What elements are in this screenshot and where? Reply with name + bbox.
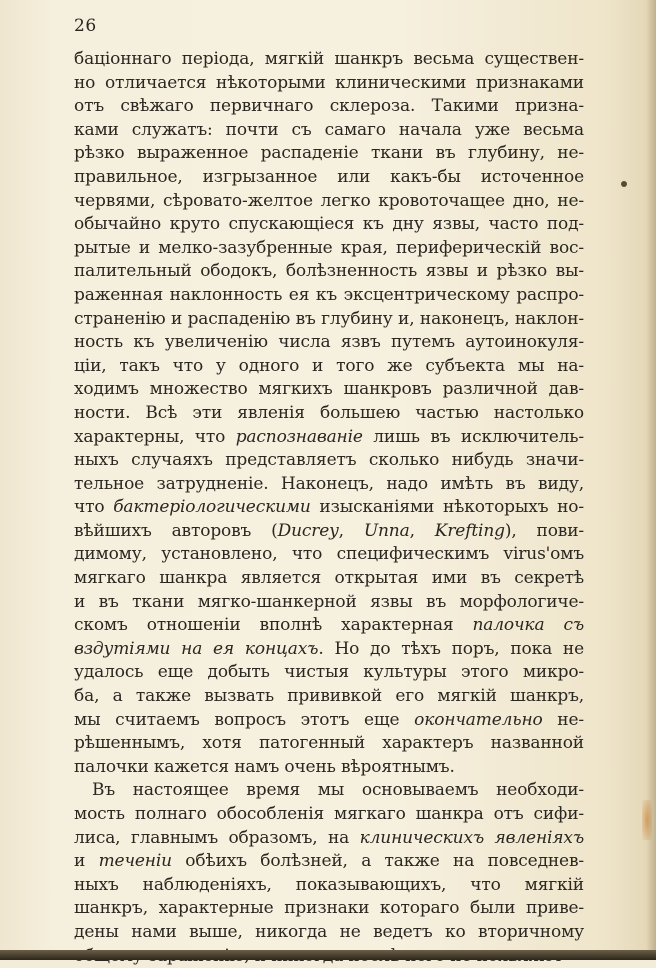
text-segment: но отличается нѣкоторыми клиническими признаками <box>74 72 584 93</box>
text-line <box>74 190 584 214</box>
text-segment: лишь въ исключитель- <box>362 426 584 447</box>
text-line <box>74 921 584 945</box>
text-line <box>74 426 584 450</box>
text-segment: тельное затрудненiе. Наконецъ, надо имѣть въ виду, <box>74 473 584 494</box>
text-line <box>74 473 584 497</box>
text-segment: димому, установлено, что специфическимъ virus'омъ <box>74 544 584 565</box>
text-segment: удалось еще добыть чистыя культуры этого микро- <box>74 662 584 683</box>
text-line <box>74 331 584 355</box>
text-segment: отъ свѣжаго первичнаго склероза. Такими призна- <box>74 96 584 117</box>
text-segment: мягкаго шанкра является открытая ими въ секретѣ <box>74 568 584 589</box>
text-segment: ныхъ наблюденiяхъ, показывающихъ, что мягкiй <box>74 874 584 895</box>
text-segment: страненiю и распаденiю въ глубину и, наконецъ, наклон- <box>74 308 584 329</box>
italic-phrase: Unna <box>363 520 410 541</box>
text-segment: цiи, такъ что у одного и того же субъекта мы на- <box>74 355 584 376</box>
text-line <box>74 237 584 261</box>
text-segment: ), пови- <box>504 520 585 541</box>
text-line <box>74 779 584 803</box>
text-segment: палочки кажется намъ очень вѣроятнымъ. <box>74 756 455 777</box>
text-line <box>74 567 584 591</box>
text-line <box>74 260 584 284</box>
text-segment: ками служатъ: почти съ самаго начала уже весьма <box>74 119 584 140</box>
text-segment: ности. Всѣ эти явленiя большею частью настолько <box>74 402 584 423</box>
text-segment: изысканiями нѣкоторыхъ но- <box>310 497 584 518</box>
text-line <box>74 355 584 379</box>
text-segment: палительный ободокъ, болѣзненность язвы и рѣзко вы- <box>74 261 584 282</box>
text-line <box>74 119 584 143</box>
text-segment: скомъ отношенiи вполнѣ характерная <box>74 615 473 636</box>
text-segment: характерны, что <box>74 426 236 447</box>
text-segment: рытые и мелко-зазубренные края, периферическiй вос- <box>74 237 584 258</box>
text-segment: ность къ увеличенiю числа язвъ путемъ аутоинокуля- <box>74 332 584 353</box>
italic-phrase: бактерiологическими <box>113 497 311 518</box>
text-segment: , <box>409 520 435 541</box>
text-segment: . Но до тѣхъ поръ, пока не <box>318 638 584 659</box>
text-line <box>74 591 584 615</box>
text-line <box>74 520 584 544</box>
text-segment: ныхъ случаяхъ представляетъ сколько нибудь значи- <box>74 450 584 471</box>
italic-phrase: Ducrey <box>277 520 339 541</box>
text-segment: лиса, главнымъ образомъ, на <box>74 827 360 848</box>
text-segment: не- <box>542 709 584 730</box>
text-segment: Въ настоящее время мы основываемъ необходи- <box>92 780 584 801</box>
text-line <box>74 496 584 520</box>
text-line <box>74 756 584 780</box>
text-segment: мость полнаго обособленiя мягкаго шанкра отъ сифи- <box>74 804 584 824</box>
text-line <box>74 709 584 733</box>
text-line <box>74 638 584 662</box>
text-line <box>74 803 584 827</box>
text-segment: обѣихъ болѣзней, а также на повседнев- <box>171 851 584 872</box>
text-line <box>74 284 584 308</box>
text-line <box>74 874 584 898</box>
text-line <box>74 614 584 638</box>
text-line <box>74 543 584 567</box>
text-line <box>74 308 584 332</box>
text-line <box>74 95 584 119</box>
text-line <box>74 897 584 921</box>
italic-phrase: Krefting <box>434 520 505 541</box>
text-line <box>74 449 584 473</box>
text-segment: дены нами выше, никогда не ведетъ ко вторичному <box>74 921 584 942</box>
text-segment: правильное, изгрызанное или какъ-бы источенное <box>74 166 584 187</box>
text-line <box>74 48 584 72</box>
text-line <box>74 402 584 426</box>
text-segment: рѣзко выраженное распаденiе ткани въ глубину, не- <box>74 143 584 164</box>
italic-phrase: вздутiями на ея концахъ <box>74 638 319 659</box>
italic-phrase: окончательно <box>414 709 543 730</box>
text-segment: мы считаемъ вопросъ этотъ еще <box>74 709 415 730</box>
text-line <box>74 142 584 166</box>
text-segment: и <box>74 851 99 872</box>
text-line <box>74 72 584 96</box>
body-text <box>74 48 584 968</box>
text-segment: рѣшеннымъ, хотя патогенный характеръ названной <box>74 733 584 754</box>
text-segment: раженная наклонность ея къ эксцентрическому распро- <box>74 284 584 305</box>
text-segment: ходимъ множество мягкихъ шанкровъ различной дав- <box>74 379 584 400</box>
text-line <box>74 827 584 851</box>
text-line <box>74 166 584 190</box>
text-line <box>74 850 584 874</box>
text-line <box>74 685 584 709</box>
italic-phrase: распознаванiе <box>235 426 363 447</box>
text-line <box>74 213 584 237</box>
text-line <box>74 732 584 756</box>
text-segment: и въ ткани мягко-шанкерной язвы въ морфологиче- <box>74 591 584 612</box>
text-segment: червями, сѣровато-желтое легко кровоточащее дно, не- <box>74 190 584 211</box>
italic-phrase: палочка съ <box>472 615 585 636</box>
italic-phrase: клиническихъ явленiяхъ <box>359 827 584 848</box>
text-segment: бацiоннаго перiода, мягкiй шанкръ весьма существен- <box>74 49 584 69</box>
page-number: 26 <box>74 16 97 36</box>
page-bottom-edge <box>0 950 656 960</box>
ink-speck <box>621 181 627 187</box>
text-segment: что <box>74 497 114 518</box>
text-line <box>74 661 584 685</box>
text-segment: , <box>338 520 364 541</box>
text-segment: обычайно круто спускающiеся къ дну язвы, часто под- <box>74 214 584 235</box>
text-segment: ба, а также вызвать прививкой его мягкiй шанкръ, <box>74 686 584 707</box>
text-segment: вѣйшихъ авторовъ ( <box>74 520 278 541</box>
text-line <box>74 378 584 402</box>
italic-phrase: теченiи <box>98 851 172 872</box>
text-segment: шанкръ, характерные признаки котораго были приве- <box>74 898 584 919</box>
page-gutter-shadow <box>646 0 656 960</box>
